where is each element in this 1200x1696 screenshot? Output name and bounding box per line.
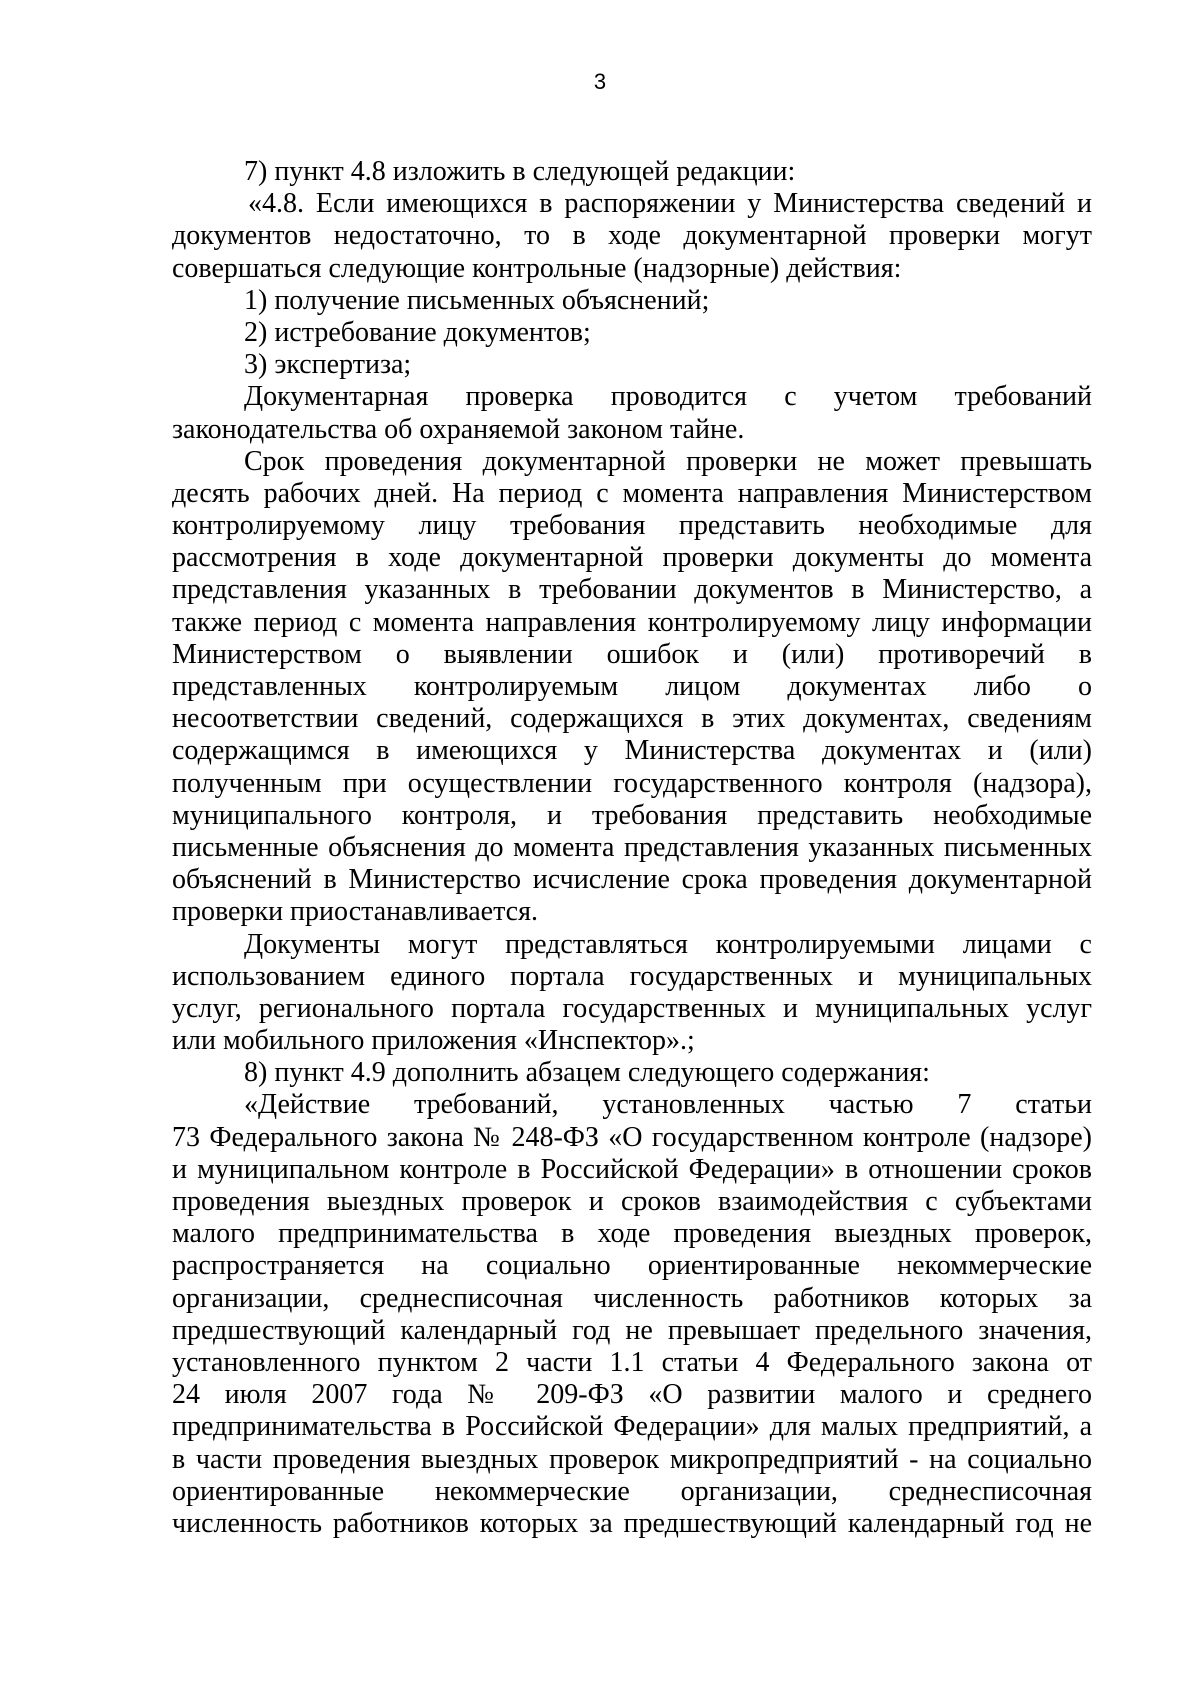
- text-line: проверки приостанавливается.: [172, 896, 538, 928]
- text-line: 7) пункт 4.8 изложить в следующей редакции:: [244, 156, 796, 187]
- text-line: представления указанных в требовании документов в Министерство, а: [172, 574, 1092, 606]
- text-line: письменные объяснения до момента представления указанных письменных: [172, 831, 1092, 863]
- text-line: «Действие требований, установленных частью 7 статьи: [244, 1089, 1092, 1121]
- text-line: десять рабочих дней. На период с момента направления Министерством: [172, 477, 1092, 509]
- text-line: предшествующий календарный год не превышает предельного значения,: [172, 1314, 1092, 1346]
- text-line: 73 Федерального закона № 248-ФЗ «О государственном контроле (надзоре): [172, 1121, 1092, 1153]
- text-line: использованием единого портала государственных и муниципальных: [172, 960, 1092, 992]
- text-line: представленных контролируемым лицом документах либо о: [172, 671, 1092, 702]
- text-line: организации, среднесписочная численность работников которых за: [172, 1282, 1092, 1314]
- text-line: численность работников которых за предшествующий календарный год не: [172, 1507, 1092, 1539]
- text-line: малого предпринимательства в ходе проведения выездных проверок,: [172, 1218, 1092, 1250]
- text-line: распространяется на социально ориентированные некоммерческие: [172, 1250, 1092, 1282]
- text-line: 3) экспертиза;: [244, 349, 412, 381]
- text-line: 24 июля 2007 года № 209-ФЗ «О развитии малого и среднего: [172, 1379, 1092, 1411]
- text-line: «4.8. Если имеющихся в распоряжении у Министерства сведений и: [248, 188, 1092, 220]
- text-line: несоответствии сведений, содержащихся в этих документах, сведениям: [172, 703, 1092, 735]
- text-line: Документы могут представляться контролируемыми лицами с: [244, 928, 1092, 960]
- text-line: контролируемому лицу требования представить необходимые для: [172, 510, 1092, 542]
- text-line: в части проведения выездных проверок микропредприятий - на социально: [172, 1443, 1092, 1475]
- text-line: 2) истребование документов;: [244, 316, 591, 348]
- text-line: содержащимся в имеющихся у Министерства документах и (или): [172, 735, 1092, 767]
- text-line: Срок проведения документарной проверки не может превышать: [244, 445, 1092, 477]
- text-line: полученным при осуществлении государственного контроля (надзора),: [172, 767, 1092, 799]
- text-line: муниципального контроля, и требования представить необходимые: [172, 799, 1092, 831]
- text-line: или мобильного приложения «Инспектор».;: [172, 1025, 695, 1057]
- text-line: также период с момента направления контролируемому лицу информации: [172, 606, 1092, 638]
- text-line: 8) пункт 4.9 дополнить абзацем следующего содержания:: [244, 1057, 930, 1089]
- text-line: и муниципальном контроле в Российской Федерации» в отношении сроков: [172, 1153, 1092, 1185]
- text-line: Министерством о выявлении ошибок и (или) противоречий в: [172, 638, 1092, 670]
- text-line: проведения выездных проверок и сроков взаимодействия с субъектами: [172, 1186, 1092, 1217]
- text-line: предпринимательства в Российской Федерации» для малых предприятий, а: [172, 1411, 1092, 1443]
- text-line: ориентированные некоммерческие организации, среднесписочная: [172, 1475, 1092, 1507]
- text-line: объяснений в Министерство исчисление срока проведения документарной: [172, 864, 1092, 896]
- text-line: совершаться следующие контрольные (надзорные) действия:: [172, 252, 902, 284]
- text-line: законодательства об охраняемой законом тайне.: [172, 413, 745, 445]
- text-line: услуг, регионального портала государственных и муниципальных услуг: [172, 992, 1092, 1024]
- text-line: документов недостаточно, то в ходе документарной проверки могут: [172, 220, 1092, 252]
- text-line: 1) получение письменных объяснений;: [244, 284, 710, 316]
- page-number: 3: [593, 69, 607, 94]
- document-body: [172, 156, 1092, 1540]
- text-line: рассмотрения в ходе документарной проверки документы до момента: [172, 542, 1092, 574]
- text-line: Документарная проверка проводится с учетом требований: [244, 381, 1092, 413]
- text-line: установленного пунктом 2 части 1.1 статьи 4 Федерального закона от: [172, 1346, 1092, 1378]
